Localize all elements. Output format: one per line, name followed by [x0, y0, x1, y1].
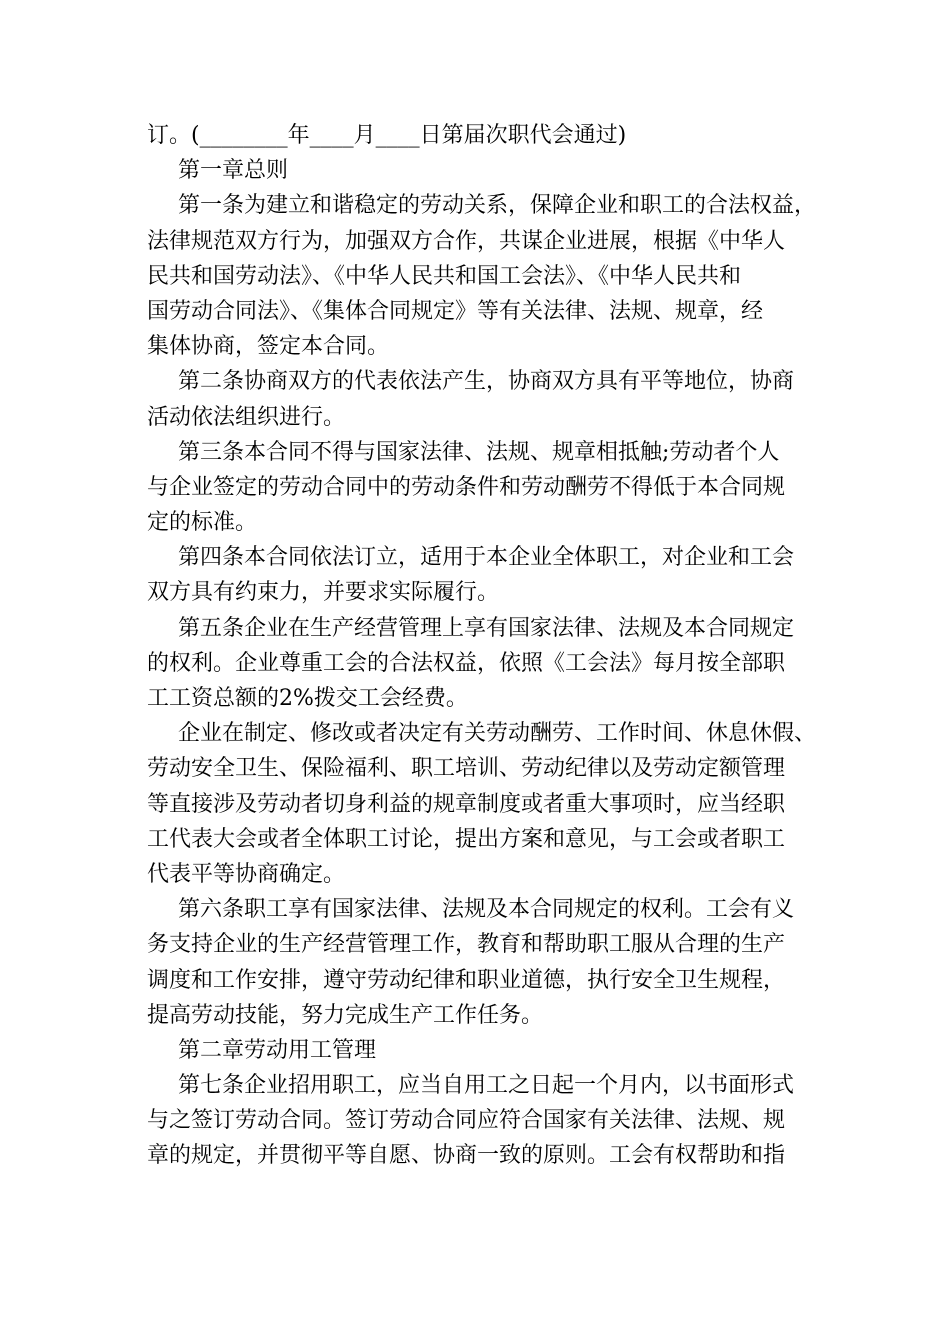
text-line: 法律规范双方行为，加强双方合作，共谋企业进展，根据《中华人 — [147, 228, 786, 254]
document-body — [147, 118, 827, 1174]
text-line: 第二条协商双方的代表依法产生，协商双方具有平等地位，协商 — [178, 369, 795, 395]
text-line: 第三条本合同不得与国家法律、法规、规章相抵触;劳动者个人 — [178, 439, 780, 465]
text-line: 工工资总额的2%拨交工会经费。 — [147, 686, 468, 711]
text-line: 订。(________年____月____日第届次职代会通过) — [147, 123, 627, 148]
text-line: 劳动安全卫生、保险福利、职工培训、劳动纪律以及劳动定额管理 — [147, 756, 786, 782]
text-line: 的权利。企业尊重工会的合法权益，依照《工会法》每月按全部职 — [147, 650, 786, 676]
text-line: 等直接涉及劳动者切身利益的规章制度或者重大事项时，应当经职 — [147, 791, 786, 817]
text-line: 代表平等协商确定。 — [147, 861, 346, 887]
text-line: 双方具有约束力，并要求实际履行。 — [147, 580, 500, 606]
text-line: 活动依法组织进行。 — [147, 404, 346, 430]
text-line: 与之签订劳动合同。签订劳动合同应符合国家有关法律、法规、规 — [147, 1108, 786, 1134]
chapter-heading: 第一章总则 — [178, 158, 289, 184]
text-line: 国劳动合同法》、《集体合同规定》等有关法律、法规、规章，经 — [147, 298, 764, 324]
text-line: 企业在制定、修改或者决定有关劳动酬劳、工作时间、休息休假、 — [178, 721, 817, 747]
text-line: 第六条职工享有国家法律、法规及本合同规定的权利。工会有义 — [178, 897, 795, 923]
text-line: 集体协商，签定本合同。 — [147, 334, 390, 360]
text-line: 第五条企业在生产经营管理上享有国家法律、法规及本合同规定 — [178, 615, 795, 641]
text-line: 定的标准。 — [147, 510, 258, 536]
text-line: 工代表大会或者全体职工讨论，提出方案和意见，与工会或者职工 — [147, 826, 786, 852]
text-line: 章的规定，并贯彻平等自愿、协商一致的原则。工会有权帮助和指 — [147, 1143, 786, 1169]
text-line: 务支持企业的生产经营管理工作，教育和帮助职工服从合理的生产 — [147, 932, 786, 958]
text-line: 第四条本合同依法订立，适用于本企业全体职工，对企业和工会 — [178, 545, 795, 571]
text-line: 提高劳动技能，努力完成生产工作任务。 — [147, 1002, 544, 1028]
text-line: 第七条企业招用职工，应当自用工之日起一个月内，以书面形式 — [178, 1073, 795, 1099]
text-line: 与企业签定的劳动合同中的劳动条件和劳动酬劳不得低于本合同规 — [147, 474, 786, 500]
text-line: 调度和工作安排，遵守劳动纪律和职业道德，执行安全卫生规程， — [147, 967, 786, 993]
text-line: 民共和国劳动法》、《中华人民共和国工会法》、《中华人民共和 — [147, 263, 742, 289]
text-line: 第一条为建立和谐稳定的劳动关系，保障企业和职工的合法权益， — [178, 193, 817, 219]
chapter-heading: 第二章劳动用工管理 — [178, 1037, 377, 1063]
